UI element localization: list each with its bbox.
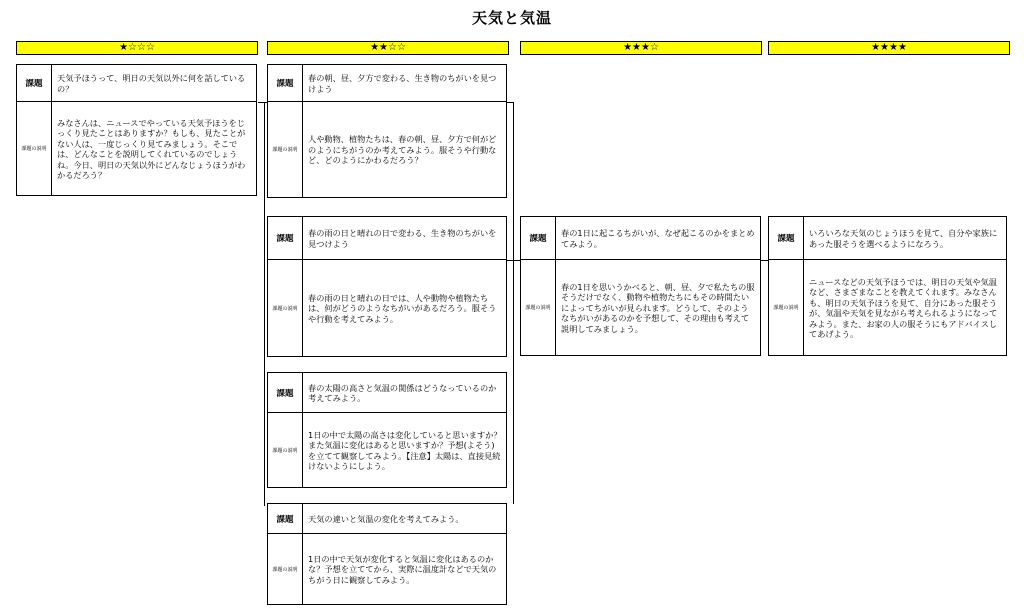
task-label: 課題	[268, 373, 303, 412]
task-description-label: 課題の説明	[268, 102, 303, 197]
task-description-label: 課題の説明	[268, 534, 303, 604]
task-description-label: 課題の説明	[268, 413, 303, 487]
task-label: 課題	[17, 65, 52, 101]
task-card	[267, 372, 507, 488]
task-label: 課題	[769, 217, 804, 259]
task-description: 春の雨の日と晴れの日では、人や動物や植物たちは、何がどうのようなちがいがあるだろう。服そうや行動を考えてみよう。	[308, 292, 497, 324]
task-title: 春の太陽の高さと気温の関係はどうなっているのか考えてみよう。	[308, 382, 497, 403]
task-card	[267, 216, 507, 357]
task-label: 課題	[268, 217, 303, 259]
level-1-header: ★☆☆☆	[16, 41, 258, 55]
task-description: ニュースなどの天気予ほうでは、明日の天気や気温など、さまざまなことを教えてくれます。みなさんも、明日の天気予ほうを見て、自分にあった服そうが、気温や天気を見ながら考えられるようになってみよう。また、お家の人の服そうにもアドバイスしてあげよう。	[809, 276, 998, 339]
task-card	[520, 216, 761, 356]
task-description-label: 課題の説明	[769, 260, 804, 355]
task-description: 人や動物、植物たちは、春の朝、昼、夕方で何がどのようにちがうのか考えてみよう。服そうや行動など、どのようにかわるだろう？	[308, 134, 497, 166]
task-title: 春の雨の日と晴れの日で変わる、生き物のちがいを見つけよう	[308, 228, 497, 249]
task-label: 課題	[521, 217, 556, 259]
level-3-header: ★★★☆	[520, 41, 762, 55]
task-description: みなさんは、ニュースでやっている天気予ほうをじっくり見たことはありますか？もしも、見たことがない人は、一度じっくり見てみましょう。そこでは、どんなことを説明してくれているのでしょうね。今日、明日の天気以外にどんなじょうほうがわかるだろう？	[57, 117, 246, 180]
task-description-label: 課題の説明	[268, 260, 303, 356]
task-label: 課題	[268, 65, 303, 101]
task-title: いろいろな天気のじょうほうを見て、自分や家族にあった服そうを選べるようになろう。	[809, 228, 998, 249]
task-card	[267, 503, 507, 605]
task-title: 春の朝、昼、夕方で変わる、生き物のちがいを見つけよう	[308, 73, 497, 94]
task-description-label: 課題の説明	[521, 260, 556, 355]
task-description: 1日の中で天気が変化すると気温に変化はあるのかな？予想を立ててから、実際に温度計などで天気のちがう日に観察してみよう。	[308, 553, 497, 585]
task-card	[16, 64, 257, 196]
level-4-header: ★★★★	[768, 41, 1010, 55]
connector-line	[513, 102, 514, 504]
task-title: 天気予ほうって、明日の天気以外に何を話しているの？	[57, 73, 246, 94]
task-title: 春の1日に起こるちがいが、なぜ起こるのかをまとめてみよう。	[561, 228, 755, 249]
task-title: 天気の違いと気温の変化を考えてみよう。	[308, 513, 464, 524]
task-description-label: 課題の説明	[17, 102, 52, 195]
task-description: 春の1日を思いうかべると、朝、昼、夕で私たちの服そうだけでなく、動物や植物たちにもその時間たいによってちがいが見られます。どうして、そのようなちがいがあるのかを予想して、その理由も考えて説明してみましょう。	[561, 281, 755, 334]
task-description: 1日の中で太陽の高さは変化していると思いますか？また気温に変化はあると思いますか？予想(よそう)を立てて観察してみよう。【注意】太陽は、直接見続けないようにしよう。	[308, 429, 502, 471]
task-card	[267, 64, 507, 198]
task-card	[768, 216, 1007, 356]
level-2-header: ★★☆☆	[267, 41, 509, 55]
page-title: 天気と気温	[471, 9, 552, 27]
task-label: 課題	[268, 504, 303, 533]
connector-line	[264, 102, 265, 506]
